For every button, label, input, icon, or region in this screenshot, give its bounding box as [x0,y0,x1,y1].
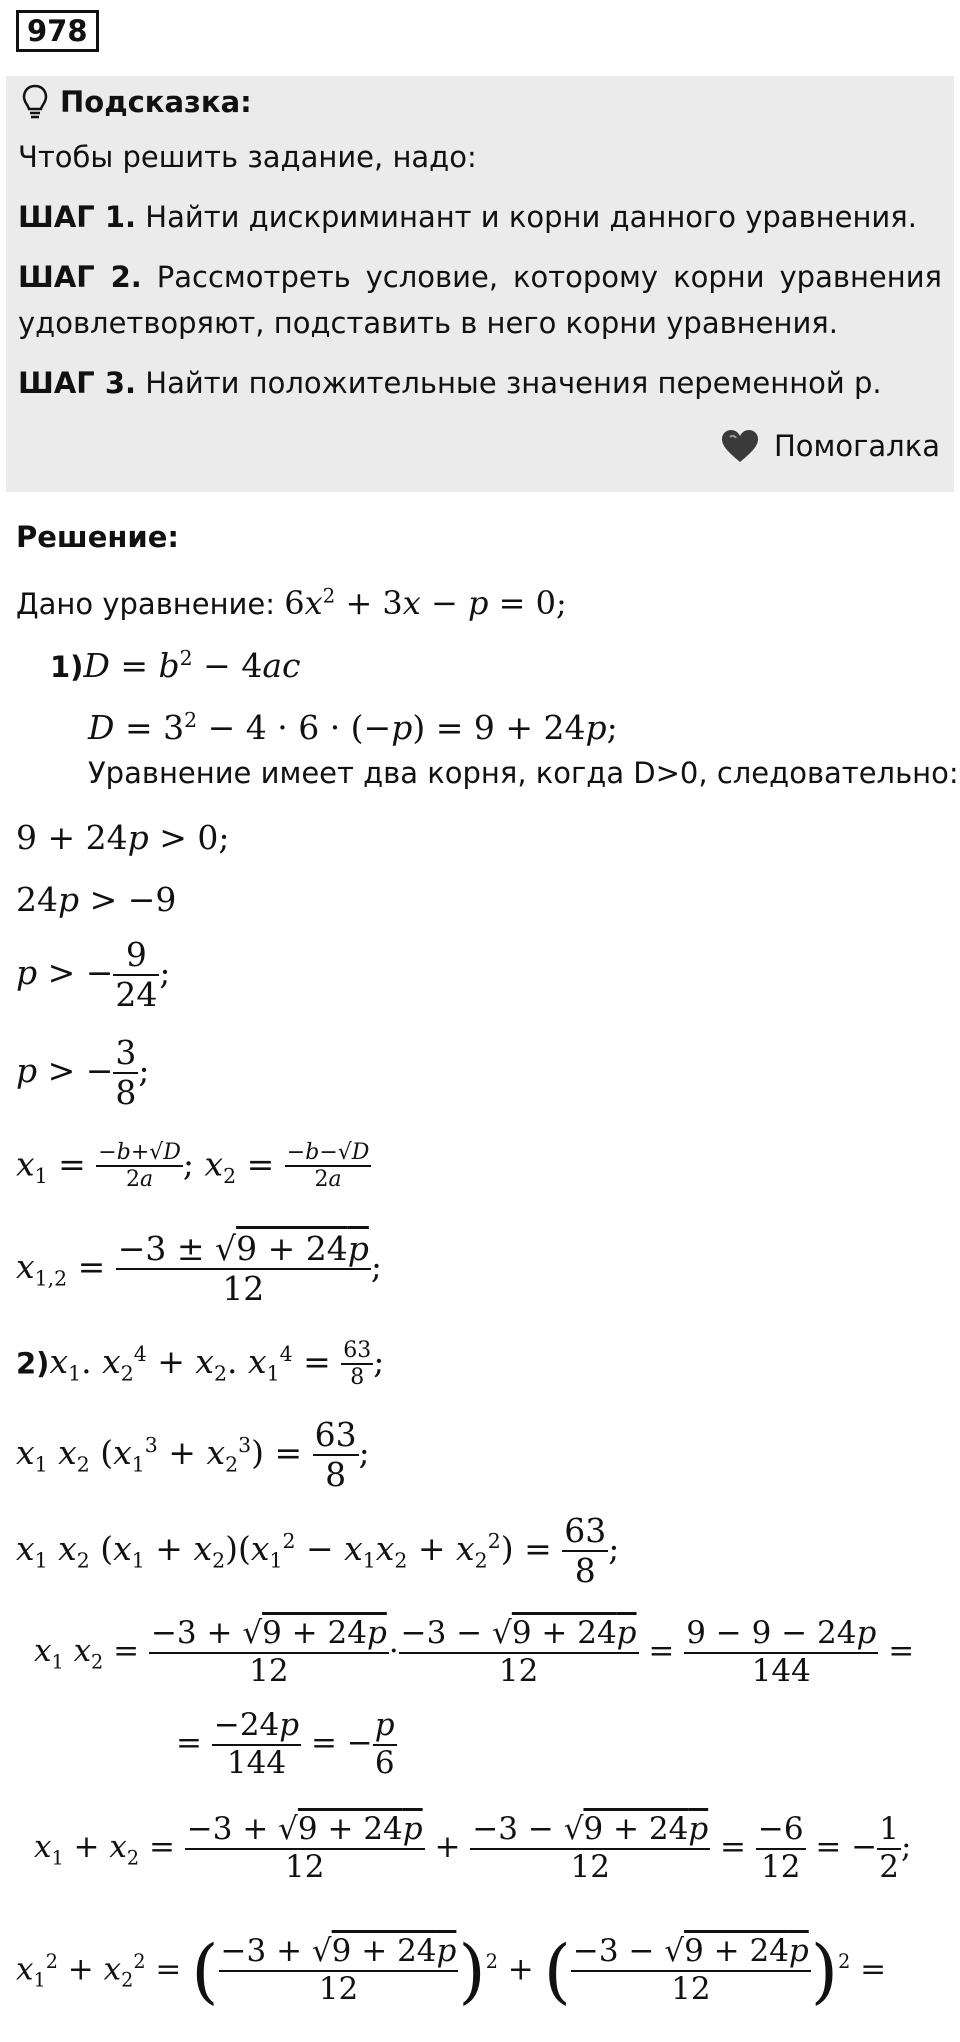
hint-step-1 [18,194,942,240]
task-number: 978 [16,10,99,52]
step-text: Рассмотреть условие, которому корни уравнения удовлетворяют, подставить в него корни уравнения. [18,260,943,340]
hint-panel [6,76,954,492]
step-label: ШАГ 3. [18,366,137,400]
math-equation: $6x^2 + 3x - p = 0$; [284,584,567,622]
hint-header [22,84,252,120]
two-roots-text: Уравнение имеет два корня, когда D>0, следовательно: [88,756,959,790]
brand-name: Помогалка [774,429,940,463]
step2-label: 2) [16,1346,50,1381]
math-condition: $x_1$. $x_2^4 + x_2$. $x_1^4$ = $\frac{63}{8}$ ; [49,1338,385,1391]
math-ineq-4: p > − $\frac{3}{8}$ ; [16,1033,150,1112]
step1-label: 1) [50,650,84,684]
step1-line [50,646,300,685]
hint-intro: Чтобы решить задание, надо: [18,140,477,174]
given-label: Дано уравнение: [16,587,276,621]
step-label: ШАГ 2. [18,260,142,294]
math-product: $x_1$ $x_2$ = $\frac{-3 + √9 + 24p}{12}$ · $\frac{-3 - √9 + 24p}{12}$ = $\frac{9 - 9 - 24p}{144}$ = [34,1615,915,1689]
hint-step-2 [18,254,942,346]
math-product-result: = $\frac{-24p}{144}$ = − $\frac{p}{6}$ [176,1707,395,1781]
math-discriminant-formula: $D = b^2 - 4ac$ [83,646,301,685]
math-ineq-1: 9 + 24p > 0; [16,818,230,857]
step-label: ШАГ 1. [18,200,137,234]
math-factor-2: $x_1$ $x_2$ $(x_1 + x_2)(x_1^2 - x_1x_2 + x_2^2)$ = $\frac{63}{8}$ ; [16,1511,620,1590]
given-line [16,584,567,622]
step2-line [16,1338,384,1391]
hint-step-3 [18,360,942,406]
lightbulb-icon [22,84,48,120]
step-text: Найти дискриминант и корни данного уравнения. [145,200,917,234]
math-sum: $x_1 + x_2$ = $\frac{-3 + √9 + 24p}{12}$ + $\frac{-3 - √9 + 24p}{12}$ = $\frac{-6}{12}$ = − $\frac{1}{2}$ ; [34,1811,912,1885]
step-text: Найти положительные значения переменной р. [145,366,882,400]
math-ineq-2: 24p > −9 [16,880,177,919]
heart-icon [720,428,760,464]
solution-title: Решение: [16,520,180,554]
math-discriminant-value: $D = 3^2 - 4 \cdot 6 \cdot (-p) = 9 + 24p$; [88,708,618,747]
math-squares: $x_1^2 + x_2^2$ = ( $\frac{-3 + √9 + 24p}{12}$ )$^2$ + ( $\frac{-3 - √9 + 24p}{12}$ )$^2$ = [16,1930,887,2012]
math-factor-1: $x_1$ $x_2$ $(x_1^3 + x_2^3)$ = $\frac{63}{8}$ ; [16,1415,370,1494]
math-ineq-3: p > − $\frac{9}{24}$ ; [16,935,171,1014]
math-roots-value: $x_{1,2}$ = $\frac{-3 \pm √9 + 24p}{12}$ ; [16,1229,382,1308]
hint-title: Подсказка: [60,85,252,119]
brand [720,428,940,464]
math-roots-formula: $x_1$ = $\frac{-b+√D}{2a}$ ; $x_2$ = $\frac{-b-√D}{2a}$ [16,1140,370,1193]
